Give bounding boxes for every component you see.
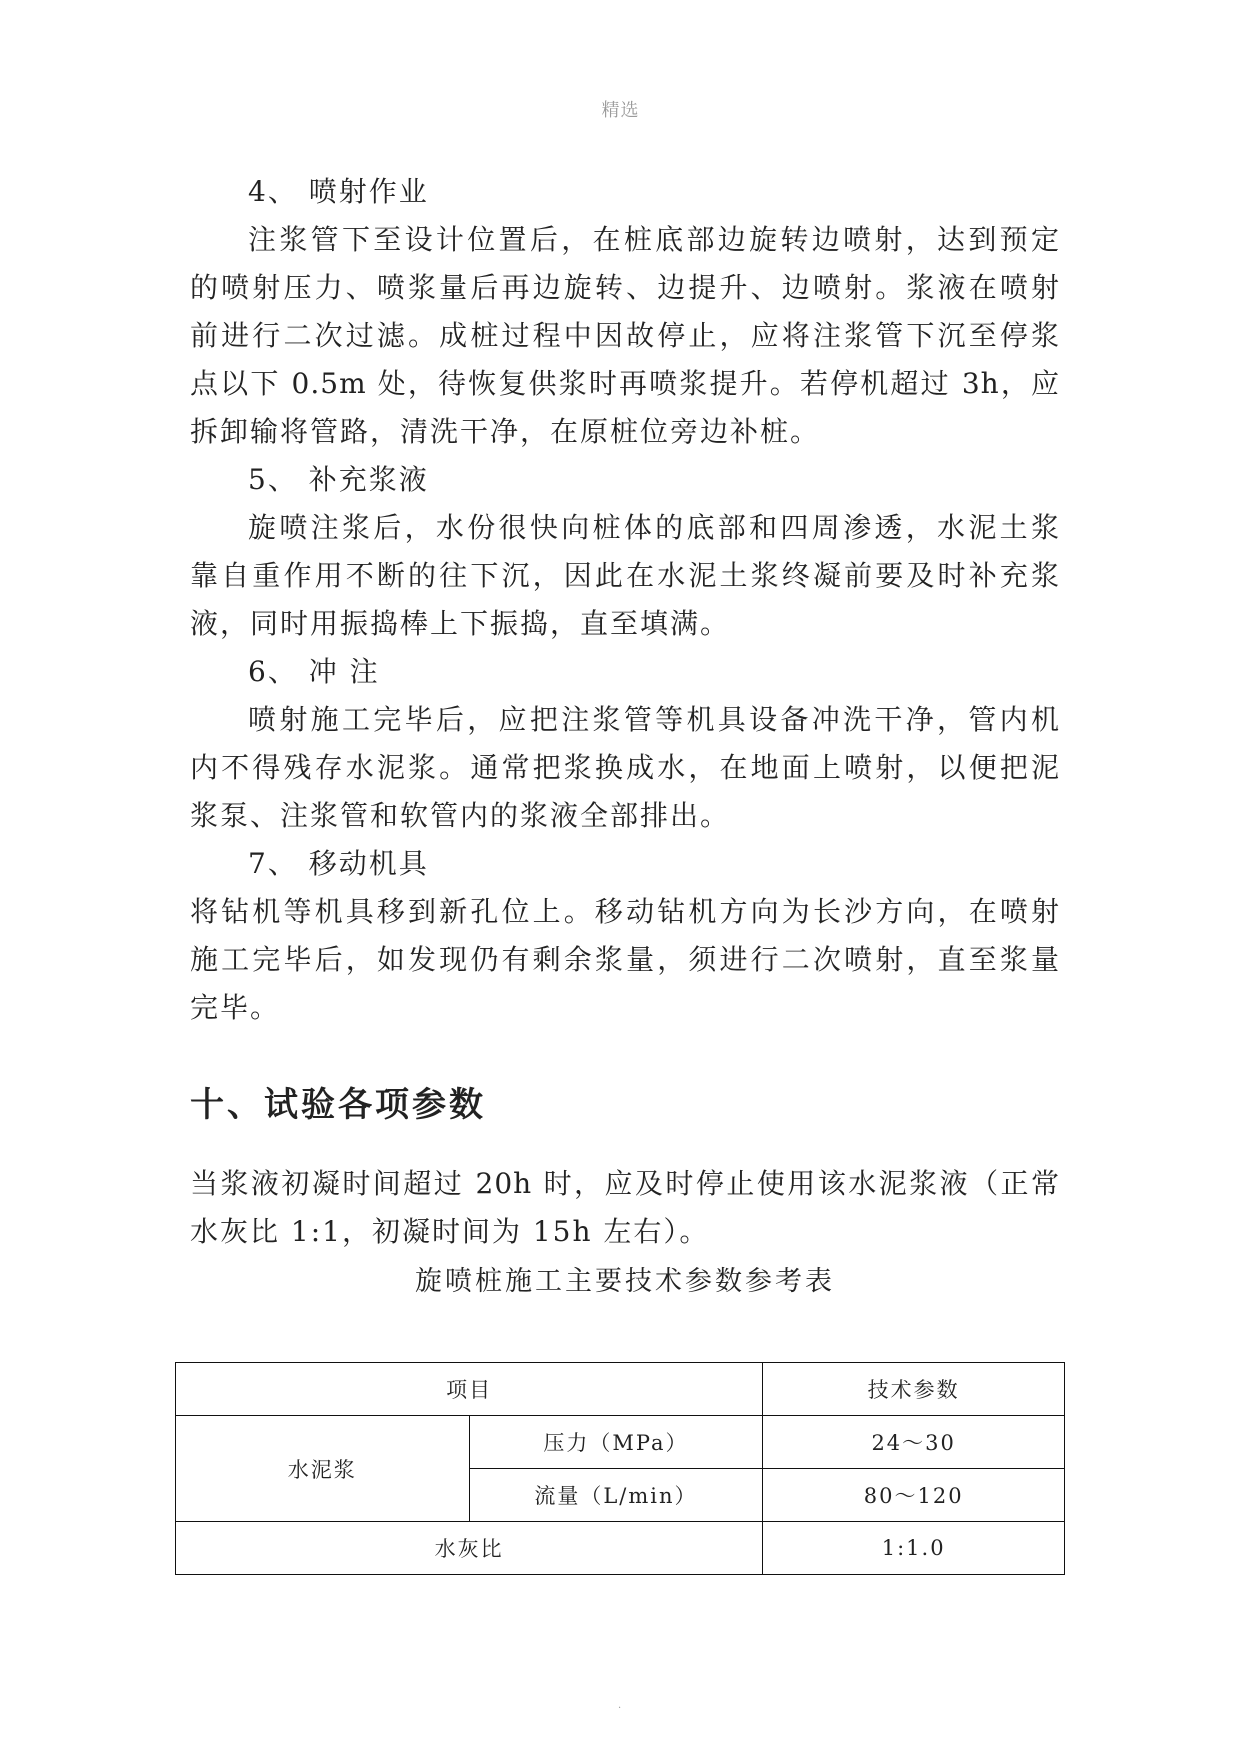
step-6-line-2: 内不得残存水泥浆。通常把浆换成水，在地面上喷射，以便把泥 xyxy=(190,751,1060,784)
step-7-line-1: 将钻机等机具移到新孔位上。移动钻机方向为长沙方向，在喷射 xyxy=(190,895,1060,928)
last-value-cell: 1:1.0 xyxy=(763,1522,1065,1575)
page-header: 精选 xyxy=(601,100,640,121)
header-item-cell: 项目 xyxy=(176,1363,763,1416)
document-body xyxy=(190,168,1060,1304)
step-6-line-1: 喷射施工完毕后，应把注浆管等机具设备冲洗干净，管内机 xyxy=(248,703,1060,736)
table-row xyxy=(176,1522,1065,1575)
row-name-cell: 压力（MPa） xyxy=(469,1416,763,1469)
step-4-line-1: 注浆管下至设计位置后，在桩底部边旋转边喷射，达到预定 xyxy=(248,223,1060,256)
step-5-title: 5、 补充浆液 xyxy=(248,463,429,496)
last-name-cell: 水灰比 xyxy=(176,1522,763,1575)
parameter-table xyxy=(175,1362,1065,1575)
step-7-title: 7、 移动机具 xyxy=(248,847,429,880)
step-5-line-1: 旋喷注浆后，水份很快向桩体的底部和四周渗透，水泥土浆 xyxy=(248,511,1060,544)
row-value-cell: 80～120 xyxy=(763,1469,1065,1522)
step-5-line-2: 靠自重作用不断的往下沉，因此在水泥土浆终凝前要及时补充浆 xyxy=(190,559,1060,592)
step-4-line-4: 点以下 0.5m 处，待恢复供浆时再喷浆提升。若停机超过 3h，应 xyxy=(190,367,1060,400)
row-value-cell: 24～30 xyxy=(763,1416,1065,1469)
step-4-line-5: 拆卸输将管路，清洗干净，在原桩位旁边补桩。 xyxy=(190,415,821,448)
step-5-line-3: 液，同时用振捣棒上下振捣，直至填满。 xyxy=(190,607,731,640)
section-line-2: 水灰比 1:1，初凝时间为 15h 左右）。 xyxy=(190,1215,710,1248)
section-line-1: 当浆液初凝时间超过 20h 时，应及时停止使用该水泥浆液（正常 xyxy=(190,1167,1060,1200)
step-6-title: 6、 冲 注 xyxy=(248,655,380,688)
section-title: 十、试验各项参数 xyxy=(190,1085,486,1125)
step-7-line-3: 完毕。 xyxy=(190,991,281,1024)
header-param-cell: 技术参数 xyxy=(763,1363,1065,1416)
table-row xyxy=(176,1363,1065,1416)
table-row xyxy=(176,1416,1065,1469)
table-caption: 旋喷桩施工主要技术参数参考表 xyxy=(415,1266,835,1297)
group-cell: 水泥浆 xyxy=(176,1416,470,1522)
step-4-title: 4、 喷射作业 xyxy=(248,175,429,208)
step-4-line-2: 的喷射压力、喷浆量后再边旋转、边提升、边喷射。浆液在喷射 xyxy=(190,271,1060,304)
spacer xyxy=(190,1032,1060,1062)
step-7-line-2: 施工完毕后，如发现仍有剩余浆量，须进行二次喷射，直至浆量 xyxy=(190,943,1060,976)
row-name-cell: 流量（L/min） xyxy=(469,1469,763,1522)
step-6-line-3: 浆泵、注浆管和软管内的浆液全部排出。 xyxy=(190,799,731,832)
step-4-line-3: 前进行二次过滤。成桩过程中因故停止，应将注浆管下沉至停浆 xyxy=(190,319,1060,352)
footer-mark: . xyxy=(618,1700,622,1711)
